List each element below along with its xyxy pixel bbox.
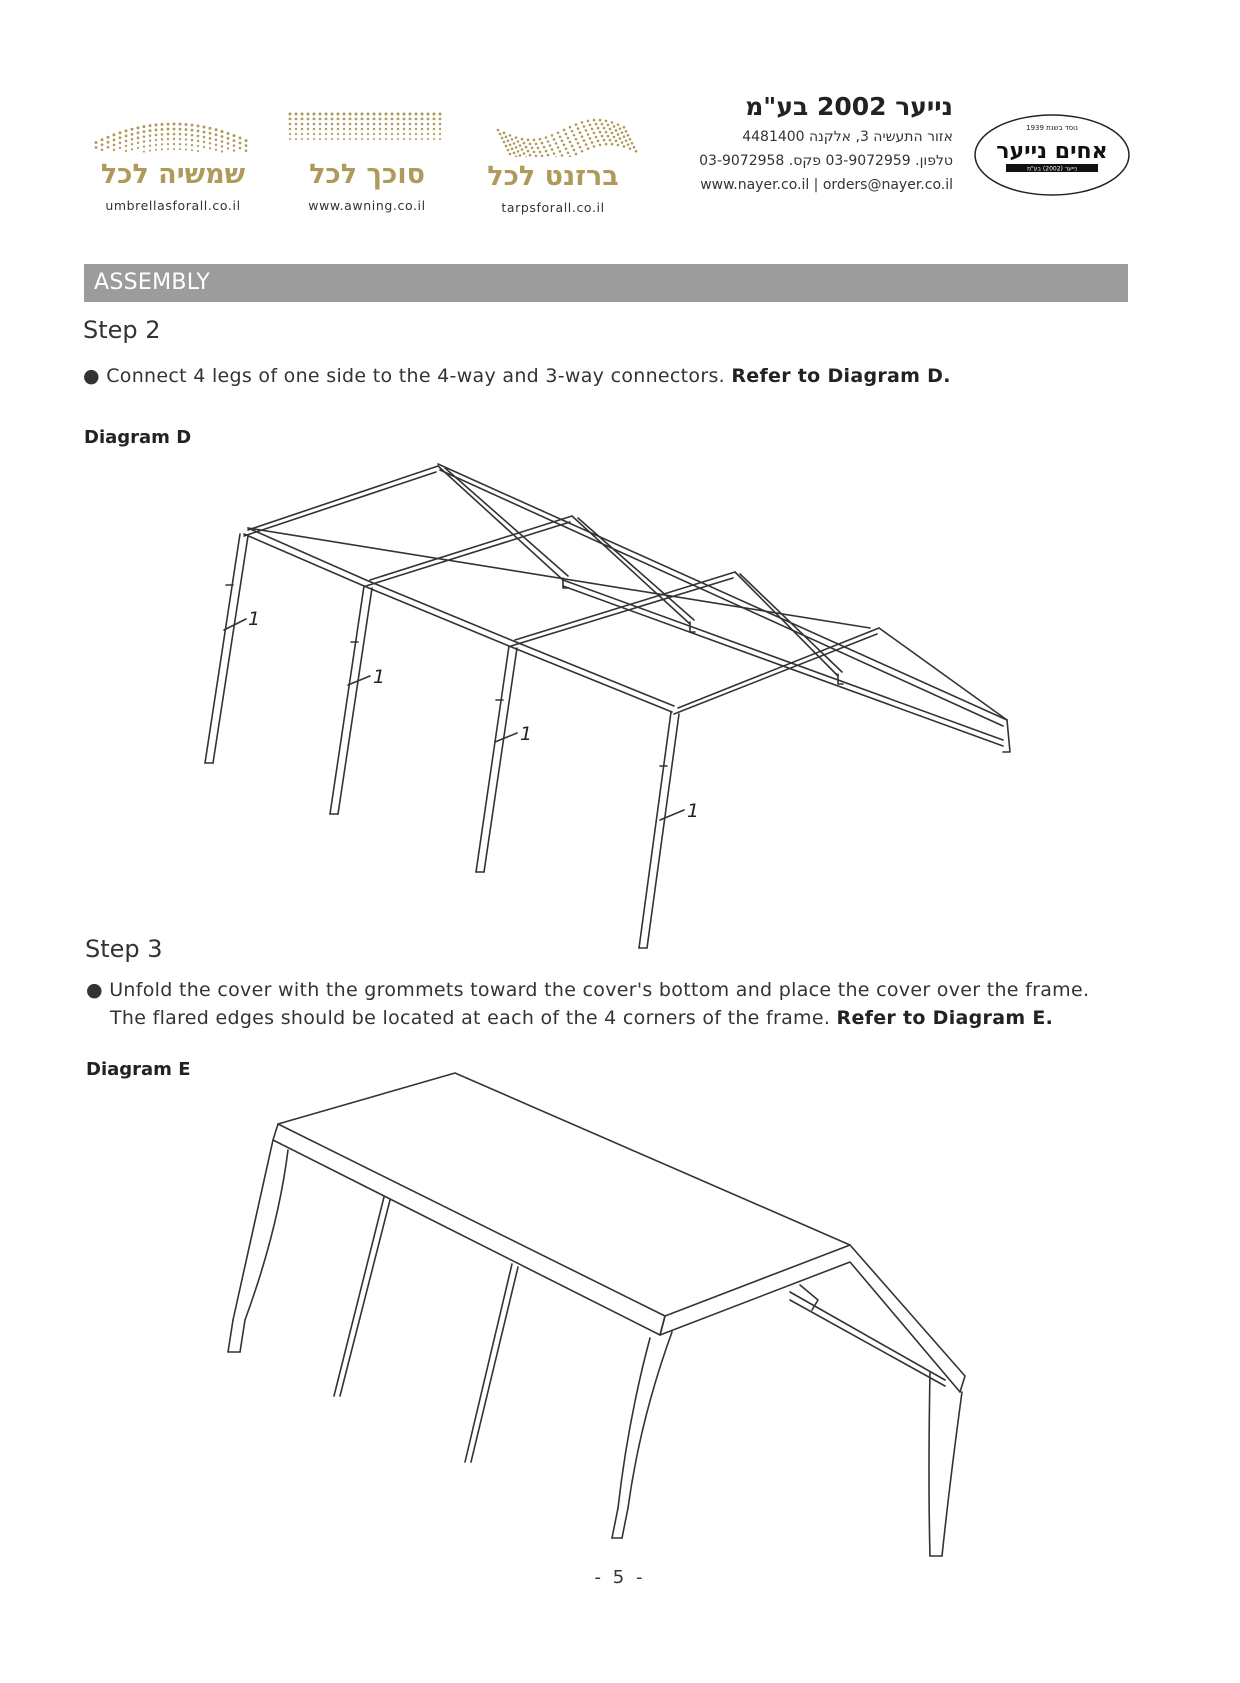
step-2-title: Step 2: [83, 316, 161, 344]
brand-tarps-name: ברזנט לכל: [487, 161, 619, 192]
brand-awning-url: www.awning.co.il: [308, 198, 426, 213]
step-3-title: Step 3: [85, 935, 163, 963]
brand-tarps-url: tarpsforall.co.il: [501, 200, 605, 215]
bullet-icon: ●: [83, 365, 107, 387]
brand-umbrellas-name: שמשיה לכל: [100, 159, 246, 190]
company-phone: טלפון. 03-9072959 פקס. 03-9072958: [699, 153, 953, 169]
company-web: www.nayer.co.il | orders@nayer.co.il: [700, 177, 953, 193]
step-3-reference: Refer to Diagram E.: [836, 1007, 1054, 1029]
brand-umbrellas-url: umbrellasforall.co.il: [105, 198, 241, 213]
step-3-text-line2: The flared edges should be located at each of the 4 corners of the frame.: [110, 1007, 831, 1029]
page-number: - 5 -: [594, 1567, 646, 1588]
step-2-text: Connect 4 legs of one side to the 4-way and 3-way connectors.: [106, 365, 725, 387]
logo-top-text: נוסד בשנת 1939: [1026, 124, 1078, 132]
callout-label-1b: 1: [373, 666, 386, 688]
bullet-icon: ●: [86, 979, 110, 1001]
section-title: ASSEMBLY: [94, 270, 211, 295]
callout-label-1a: 1: [248, 608, 261, 630]
company-address: אזור התעשיה 3, אלקנה 4481400: [742, 129, 953, 145]
callout-label-1d: 1: [687, 800, 700, 822]
callout-label-1c: 1: [520, 723, 533, 745]
step-3-text-line1: Unfold the cover with the grommets toward the cover's bottom and place the cover over the frame.: [109, 979, 1090, 1001]
brand-awning-name: סוכך לכל: [309, 159, 425, 190]
diagram-e-label: Diagram E: [86, 1059, 191, 1080]
diagram-d-label: Diagram D: [84, 427, 192, 448]
step-2-reference: Refer to Diagram D.: [731, 365, 951, 387]
logo-sub-text: נייער (2002) בע"מ: [1026, 165, 1078, 173]
logo-main-text: אחים נייער: [996, 139, 1108, 164]
company-name: נייער 2002 בע"מ: [745, 92, 953, 121]
